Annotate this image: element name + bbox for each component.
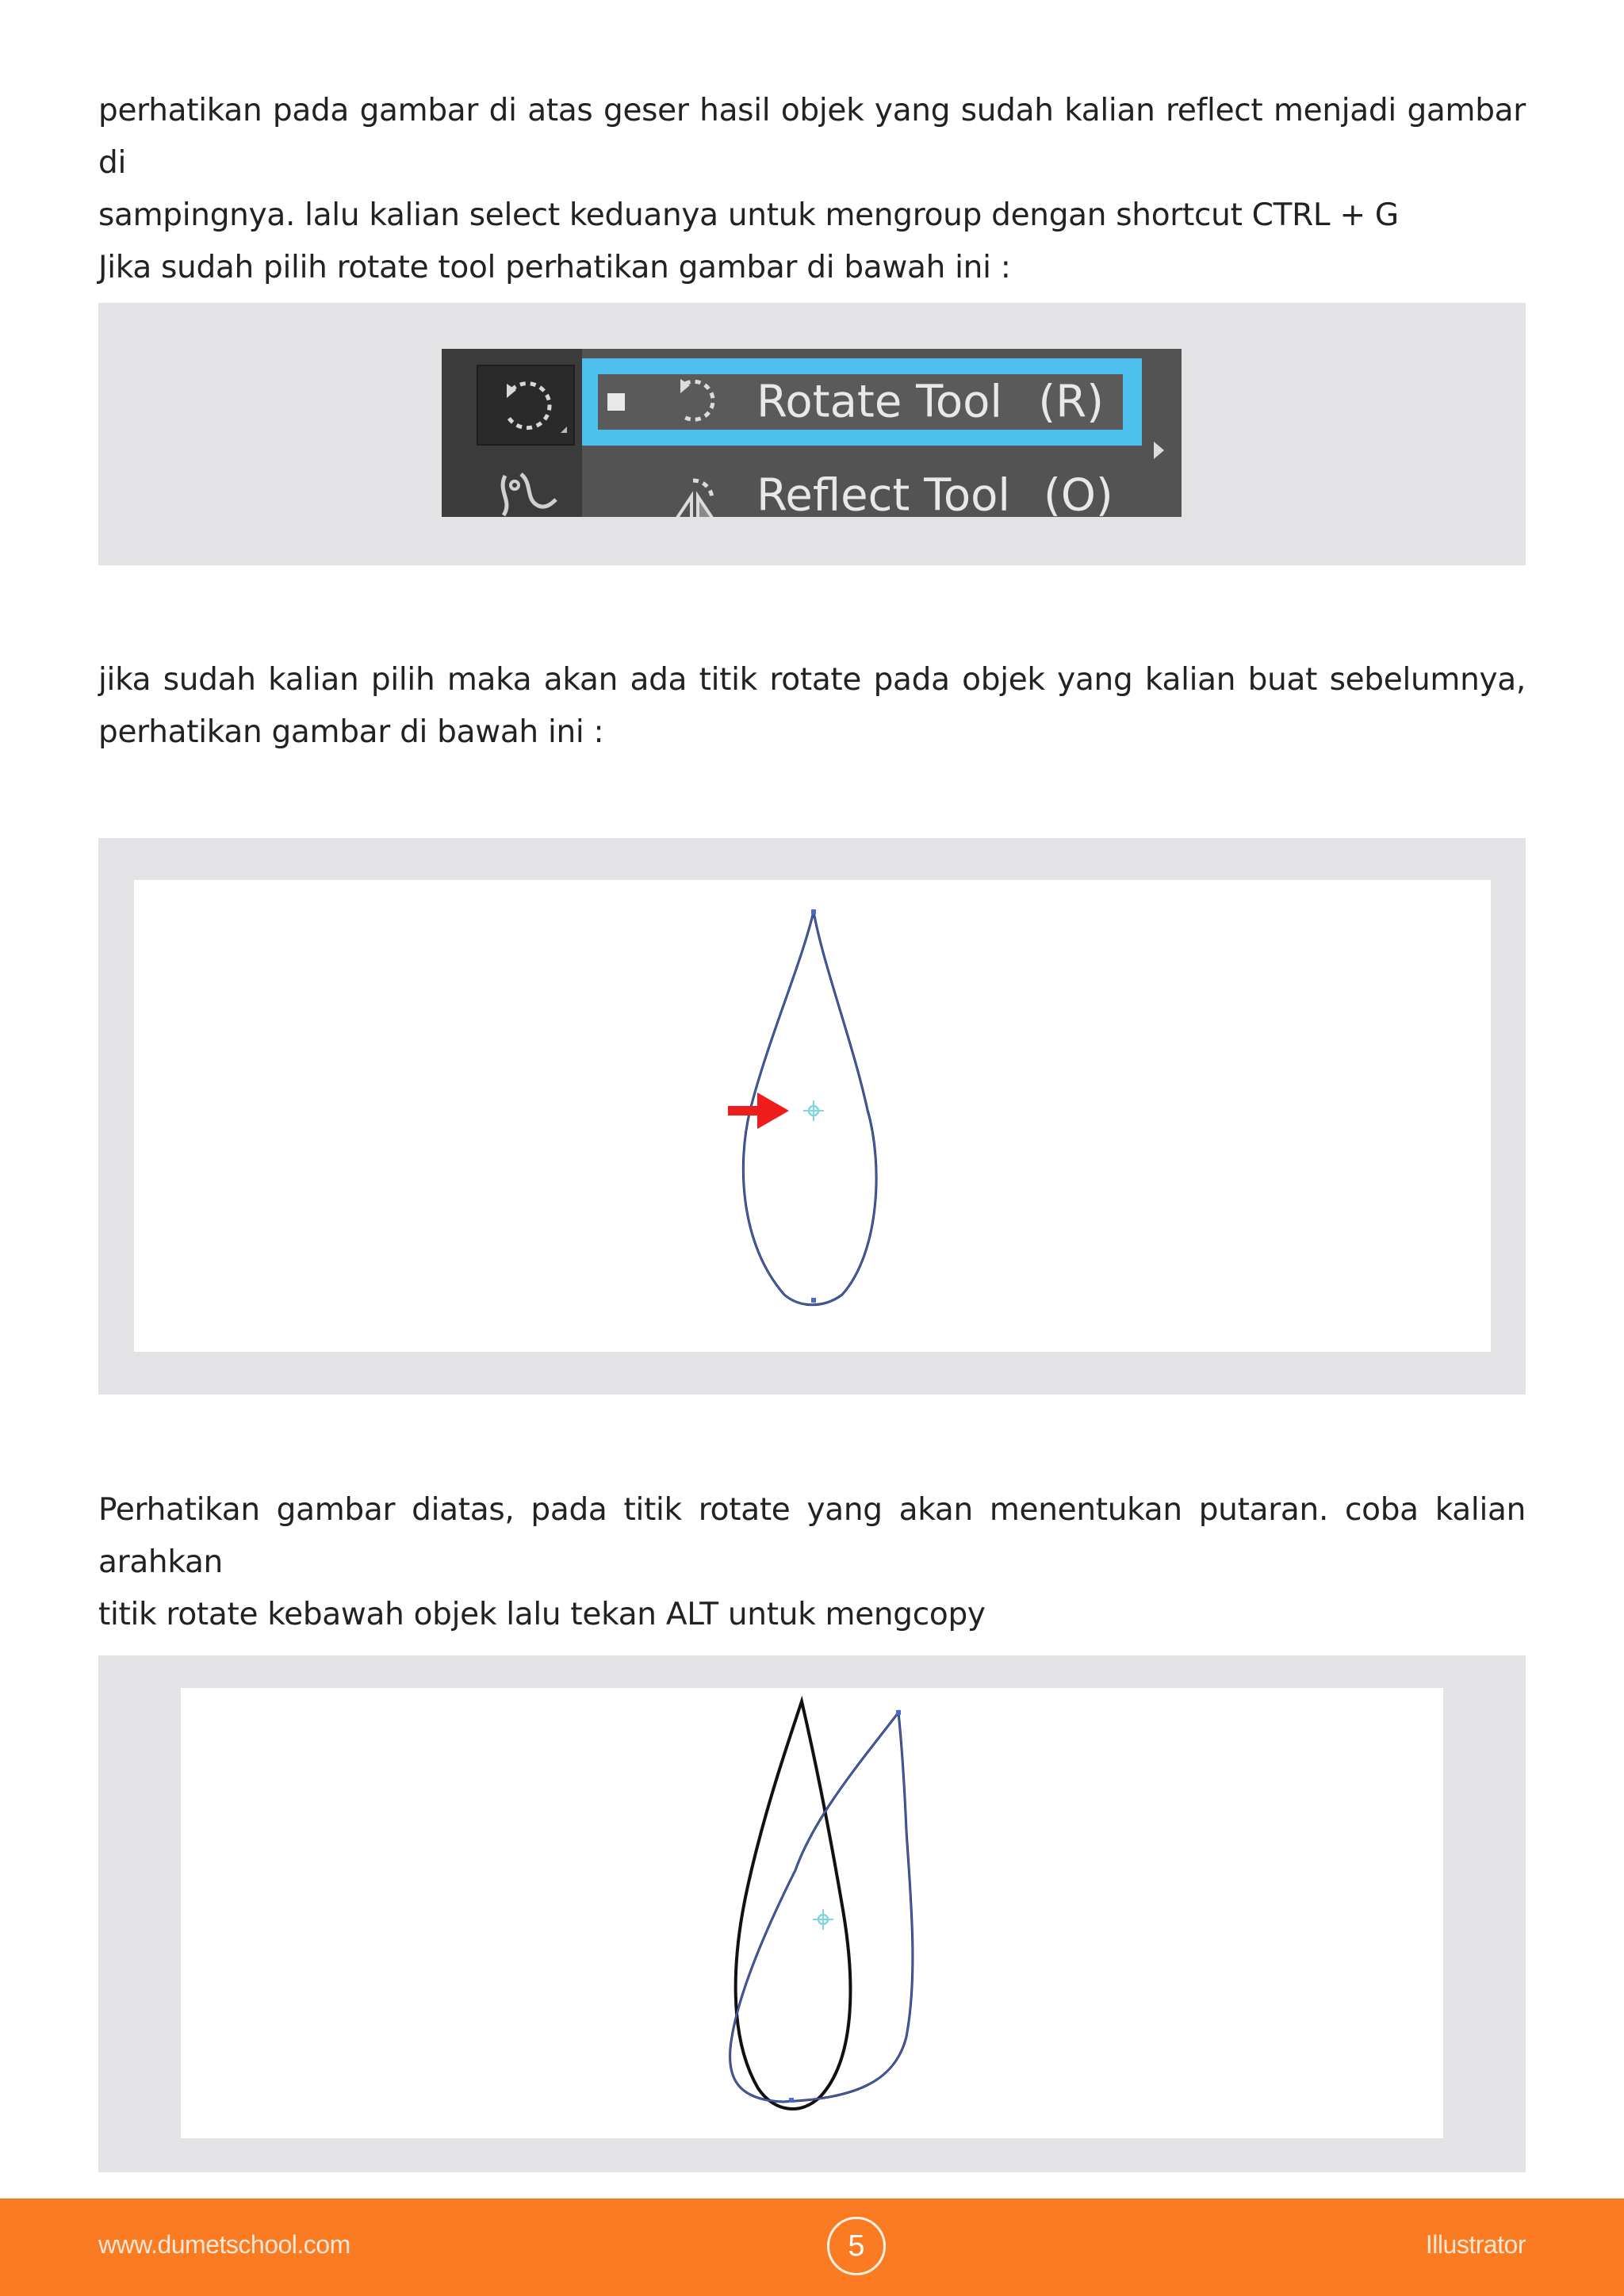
anchor-point: [811, 909, 816, 914]
paragraph-2: [98, 654, 1526, 759]
page-number: 5: [827, 2217, 886, 2275]
footer-website-link[interactable]: www.dumetschool.com: [98, 2230, 350, 2259]
menu-item-shortcut: (R): [1038, 376, 1104, 428]
teardrop-illustration: [134, 880, 1491, 1352]
paragraph-3: [98, 1484, 1526, 1641]
paragraph-2-line-2: perhatikan gambar di bawah ini :: [98, 714, 604, 750]
menu-item-label: Reflect Tool: [756, 469, 1010, 517]
paragraph-1-line-1: perhatikan pada gambar di atas geser hasil objek yang sudah kalian reflect menjadi gambar di: [98, 93, 1526, 181]
rotate-tool-button[interactable]: [477, 365, 575, 446]
rotate-point-icon[interactable]: [803, 1100, 824, 1121]
menu-item-label: Rotate Tool: [756, 376, 1002, 428]
page-footer: [0, 2198, 1624, 2296]
paragraph-2-line-1: jika sudah kalian pilih maka akan ada titik rotate pada objek yang kalian buat sebelumnya,: [98, 662, 1526, 698]
rotate-icon: [665, 376, 720, 428]
anchor-point: [789, 2098, 794, 2103]
anchor-point: [811, 1298, 816, 1303]
figure-rotate-tool-menu: [98, 303, 1526, 565]
reflect-icon: [665, 469, 725, 517]
reflect-tool-sidebar-icon: [489, 468, 561, 517]
rotated-teardrops-illustration: [181, 1688, 1443, 2138]
toolbar-column: [442, 349, 582, 517]
paragraph-3-line-1: Perhatikan gambar diatas, pada titik rotate yang akan menentukan putaran. coba kalian arahkan: [98, 1492, 1526, 1580]
paragraph-1-line-3: Jika sudah pilih rotate tool perhatikan gambar di bawah ini :: [98, 250, 1011, 285]
menu-item-rotate-tool[interactable]: [582, 358, 1142, 446]
anchor-point: [896, 1710, 901, 1715]
paragraph-1-line-2: sampingnya. lalu kalian select keduanya untuk mengroup dengan shortcut CTRL + G: [98, 197, 1399, 233]
figure-rotated-copy: [98, 1655, 1526, 2172]
menu-item-reflect-tool[interactable]: [582, 452, 1142, 517]
rotate-point-icon[interactable]: [813, 1909, 833, 1930]
paragraph-3-line-2: titik rotate kebawah objek lalu tekan ALT untuk mengcopy: [98, 1597, 986, 1632]
red-arrow-icon: [728, 1093, 789, 1129]
menu-item-shortcut: (O): [1044, 469, 1113, 517]
paragraph-1: [98, 85, 1526, 294]
artboard: [181, 1688, 1443, 2138]
flyout-arrow-icon[interactable]: [1154, 442, 1164, 459]
active-bullet-icon: [607, 393, 625, 411]
tool-flyout-menu: [442, 349, 1182, 517]
rotate-icon: [478, 366, 573, 444]
figure-rotate-point: [98, 838, 1526, 1395]
footer-topic: Illustrator: [1425, 2230, 1526, 2259]
rotated-copy-teardrop-shape: [730, 1712, 913, 2102]
original-teardrop-shape: [736, 1701, 851, 2109]
artboard: [134, 880, 1491, 1352]
